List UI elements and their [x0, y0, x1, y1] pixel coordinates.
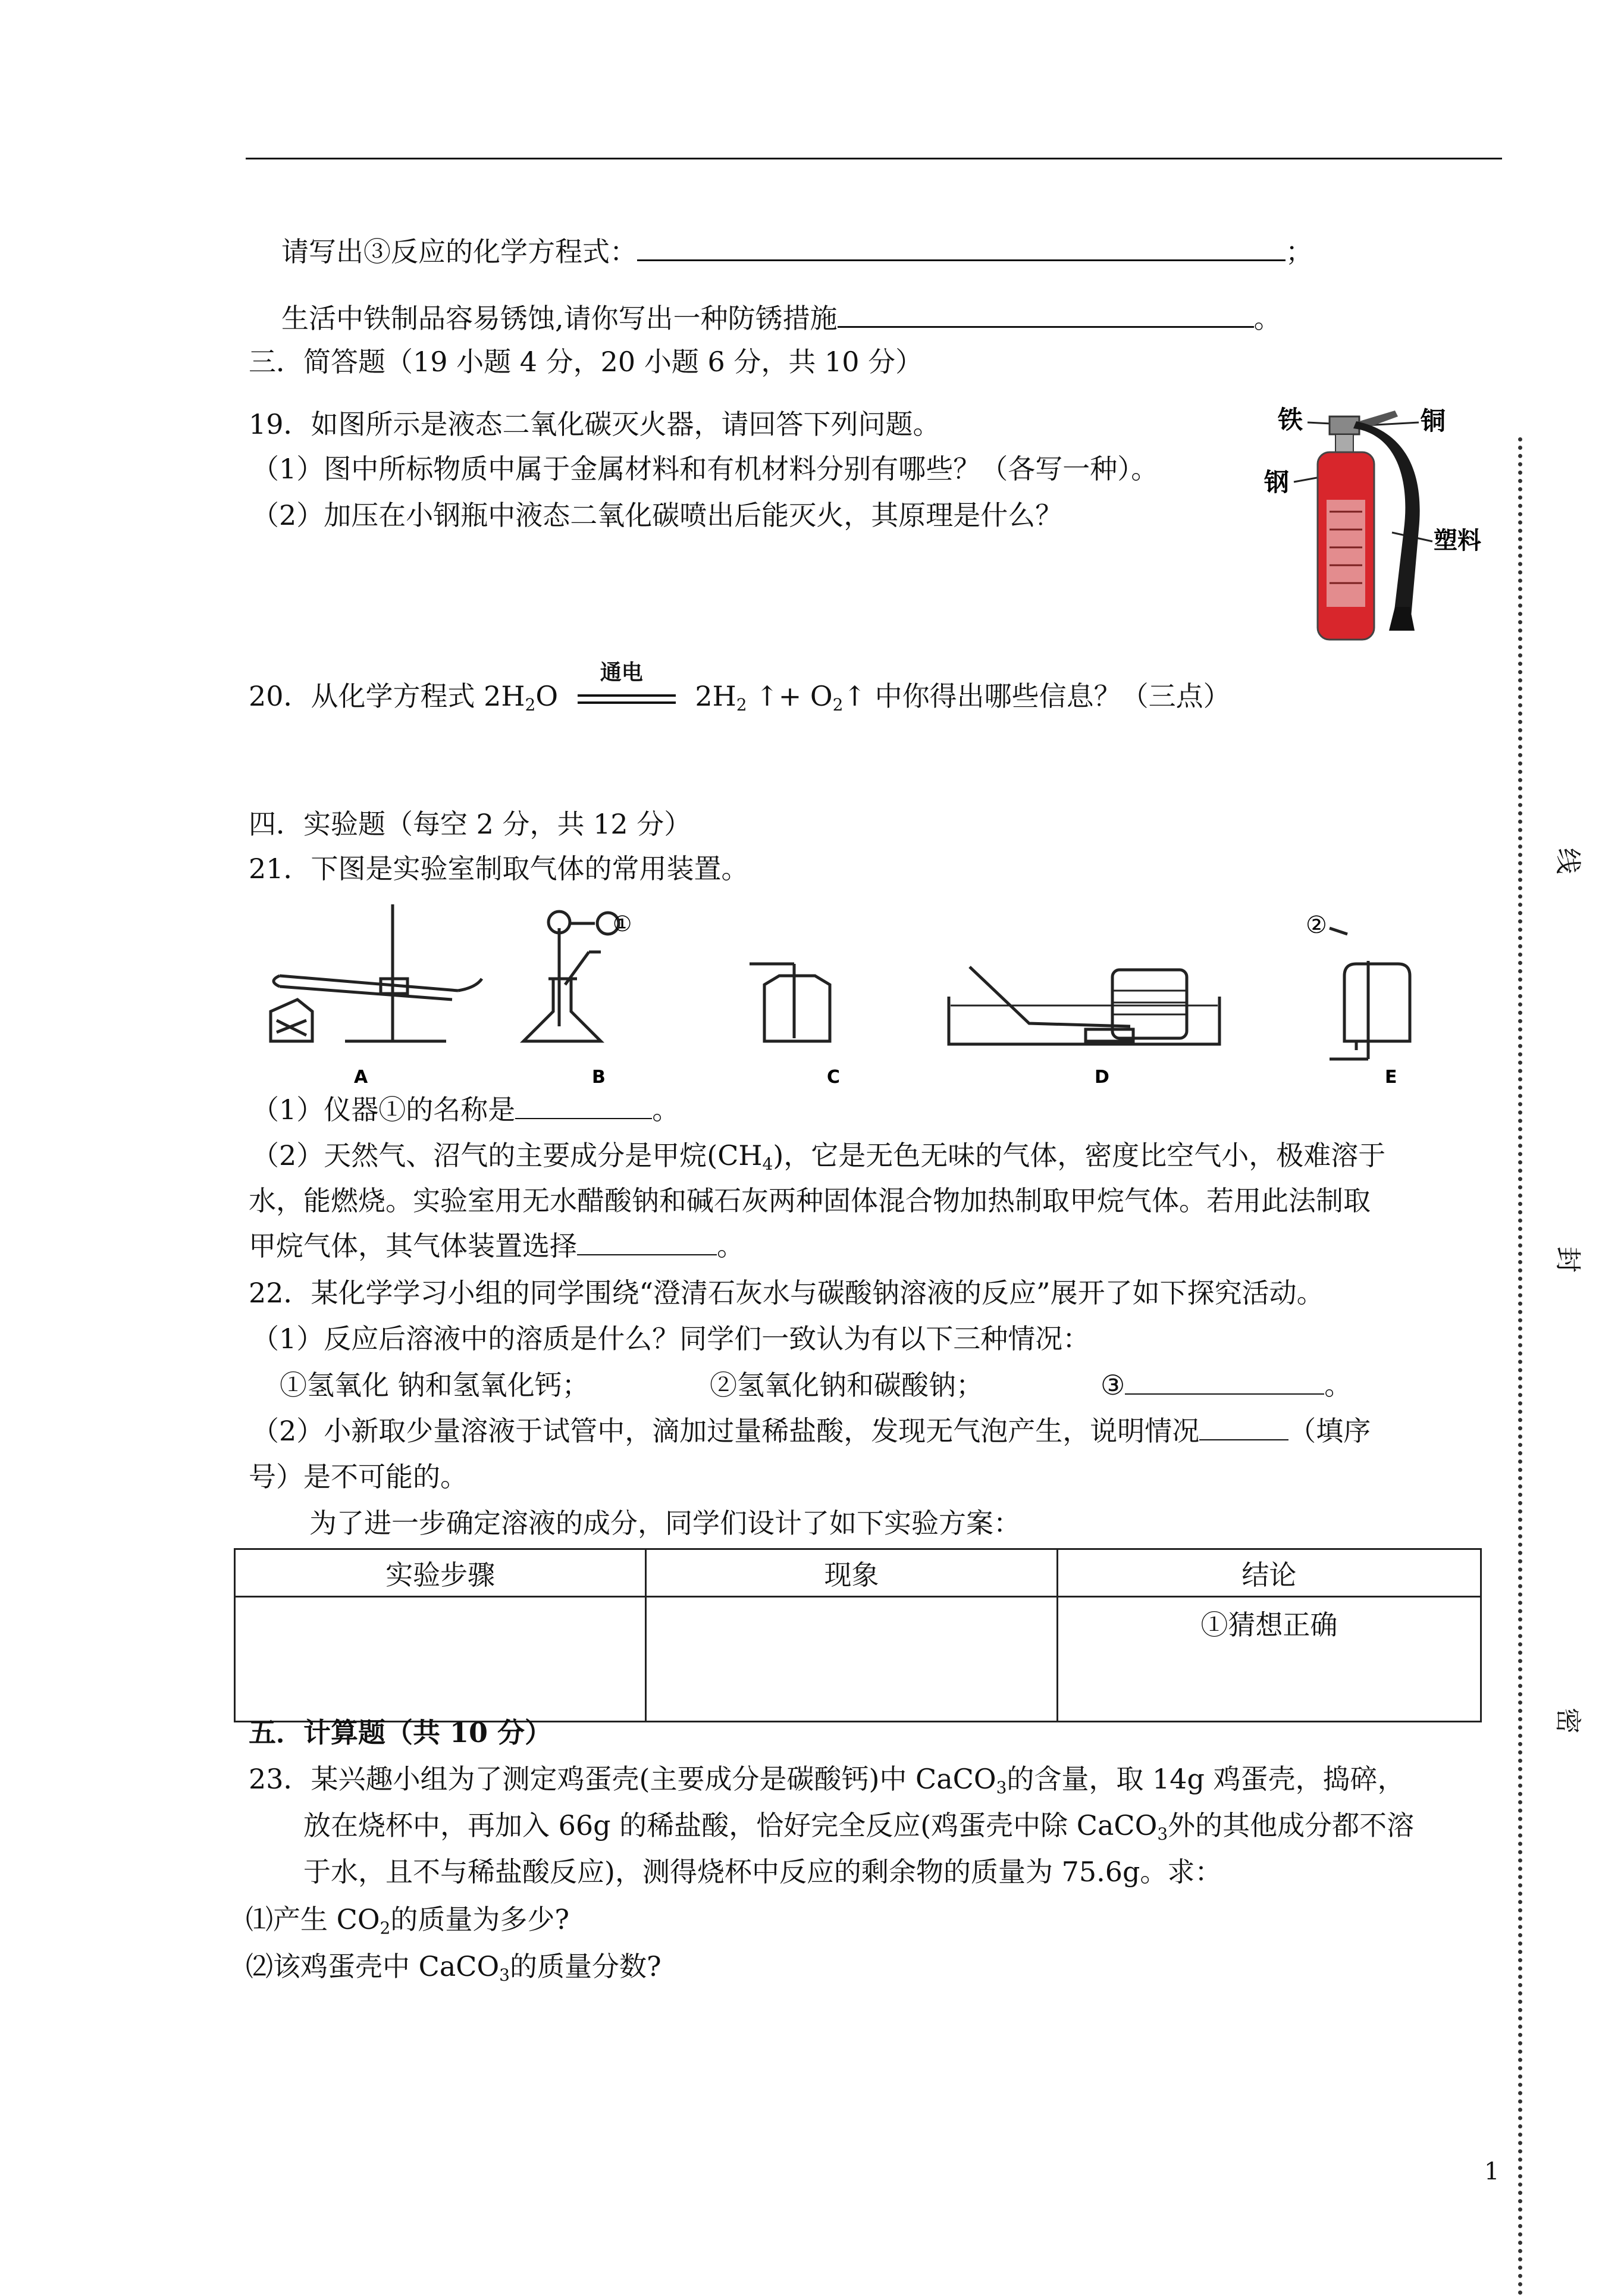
- table-header-phenomenon: 现象: [646, 1549, 1057, 1597]
- section4-title: 四．实验题（每空 2 分，共 12 分）: [249, 808, 692, 840]
- table-header-steps: 实验步骤: [235, 1549, 646, 1597]
- q18-line1: 请写出③反应的化学方程式： ；: [281, 236, 1313, 268]
- table-cell-phenomenon[interactable]: [646, 1597, 1057, 1722]
- q22-sub2-line1: （2）小新取少量溶液于试管中，滴加过量稀盐酸，发现无气泡产生，说明情况 （填序: [252, 1415, 1371, 1447]
- answer-blank[interactable]: [1199, 1415, 1288, 1440]
- margin-label-feng: 封: [1553, 1246, 1583, 1273]
- q22-sub1: （1）反应后溶液中的溶质是什么？同学们一致认为有以下三种情况：: [252, 1323, 1090, 1355]
- label-copper: 铜: [1421, 406, 1446, 436]
- reaction-condition-arrow: 通电: [578, 684, 676, 713]
- label-steel: 钢: [1264, 468, 1290, 497]
- q19-sub2: （2）加压在小钢瓶中液态二氧化碳喷出后能灭火，其原理是什么？: [252, 499, 1063, 531]
- q22-stem: 22．某化学学习小组的同学围绕“澄清石灰水与碳酸钠溶液的反应”展开了如下探究活动。: [249, 1277, 1324, 1309]
- q21-sub1: （1）仪器①的名称是 。: [252, 1094, 680, 1126]
- label-iron: 铁: [1278, 405, 1303, 434]
- q23-line1: 23．某兴趣小组为了测定鸡蛋壳(主要成分是碳酸钙)中 CaCO$_3$的含量，取 14g 鸡蛋壳，捣碎，: [249, 1763, 1405, 1797]
- q18-line2: 生活中铁制品容易锈蚀,请你写出一种防锈措施 。: [281, 302, 1281, 334]
- label-plastic: 塑料: [1434, 527, 1481, 555]
- label-B: B: [592, 1067, 606, 1088]
- answer-blank[interactable]: [577, 1230, 717, 1255]
- table-cell-steps[interactable]: [235, 1597, 646, 1722]
- q22-plan: 为了进一步确定溶液的成分，同学们设计了如下实验方案：: [309, 1507, 1021, 1539]
- q23-line3: 于水，且不与稀盐酸反应)，测得烧杯中反应的剩余物的质量为 75.6g。求：: [303, 1856, 1222, 1888]
- section5-title: 五．计算题（共 10 分）: [249, 1716, 553, 1749]
- header-rule: [246, 158, 1502, 159]
- answer-blank[interactable]: [1125, 1370, 1324, 1395]
- label-E: E: [1385, 1067, 1397, 1088]
- table-header-conclusion: 结论: [1057, 1549, 1481, 1597]
- fire-extinguisher-figure: [1261, 393, 1487, 643]
- q23-sub1: ⑴产生 $CO_2$的质量为多少?: [246, 1903, 570, 1938]
- label-D: D: [1095, 1067, 1109, 1088]
- answer-blank[interactable]: [515, 1094, 652, 1119]
- answer-blank[interactable]: [637, 236, 1286, 261]
- margin-label-xian: 线: [1553, 848, 1583, 874]
- q22-sub2-line2: 号）是不可能的。: [249, 1461, 468, 1493]
- q20-line: 20．从化学方程式 $2H_2O$ 通电 $2H_2$ ↑+ $O_2↑$ 中你得出哪些信息？（三点）: [249, 660, 1231, 715]
- q19-stem: 19．如图所示是液态二氧化碳灭火器，请回答下列问题。: [249, 408, 940, 440]
- margin-label-mi: 密: [1553, 1708, 1583, 1734]
- table-cell-conclusion: ①猜想正确: [1057, 1597, 1481, 1722]
- apparatus-figure: [256, 892, 1475, 1089]
- q21-stem: 21．下图是实验室制取气体的常用装置。: [249, 853, 749, 885]
- q21-sub2-line3: 甲烷气体，其气体装置选择 。: [249, 1230, 744, 1262]
- q23-sub2: ⑵该鸡蛋壳中 CaCO$_3$的质量分数?: [246, 1950, 661, 1985]
- q19-sub1: （1）图中所标物质中属于金属材料和有机材料分别有哪些？（各写一种）。: [252, 453, 1159, 485]
- q21-sub2-line2: 水，能燃烧。实验室用无水醋酸钠和碱石灰两种固体混合物加热制取甲烷气体。若用此法制取: [249, 1185, 1371, 1217]
- binding-dotted-line: [1518, 437, 1522, 2296]
- q22-case1: ①氢氧化 钠和氢氧化钙；: [280, 1369, 590, 1401]
- marker-1: ①: [613, 912, 632, 936]
- label-A: A: [354, 1067, 368, 1088]
- marker-2: ②: [1306, 911, 1327, 939]
- experiment-table: [234, 1548, 1482, 1722]
- q22-case3: ③ 。: [1101, 1369, 1352, 1401]
- answer-blank[interactable]: [838, 302, 1254, 328]
- q23-line2: 放在烧杯中，再加入 66g 的稀盐酸，恰好完全反应(鸡蛋壳中除 CaCO$_3$外的其他成分都不溶: [303, 1809, 1415, 1844]
- page-number: 1: [1484, 2158, 1500, 2185]
- q21-sub2-line1: （2）天然气、沼气的主要成分是甲烷$(CH_4)$，它是无色无味的气体，密度比空气小，极难溶于: [252, 1139, 1386, 1174]
- q22-case2: ②氢氧化钠和碳酸钠；: [710, 1369, 983, 1401]
- label-C: C: [827, 1067, 841, 1088]
- section3-title: 三．简答题（19 小题 4 分，20 小题 6 分，共 10 分）: [249, 346, 923, 378]
